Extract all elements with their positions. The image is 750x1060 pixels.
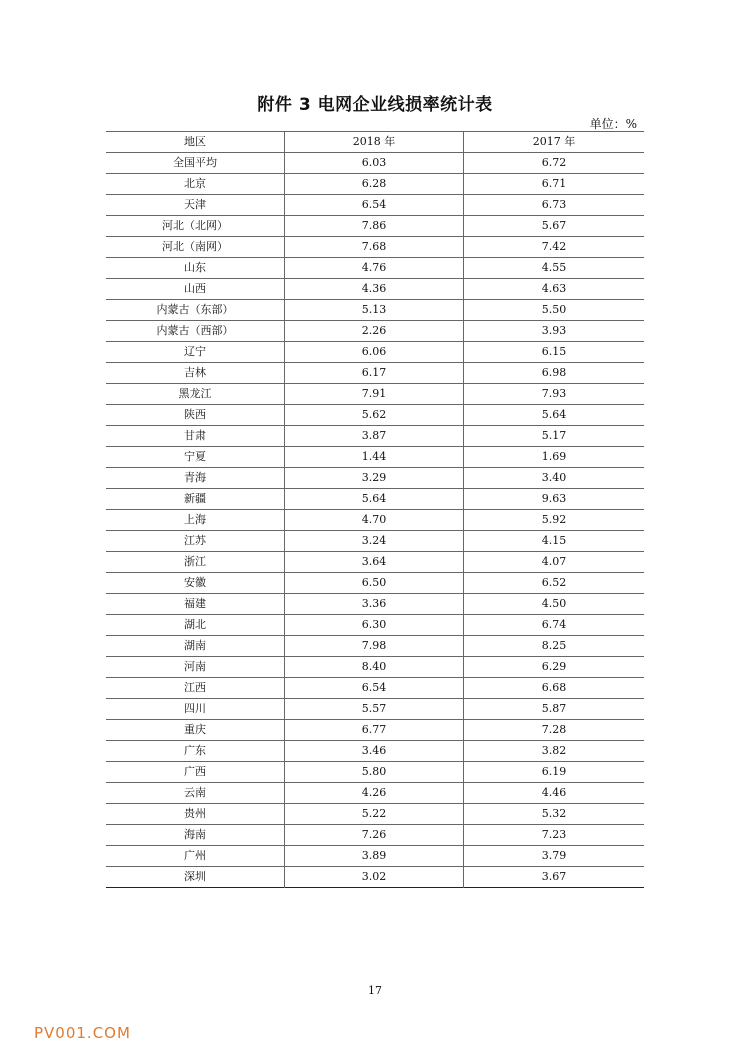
table-row bbox=[106, 195, 644, 216]
table-row bbox=[106, 447, 644, 468]
value-2018-cell: 5.13 bbox=[285, 300, 464, 321]
value-2017-cell: 3.40 bbox=[464, 468, 645, 489]
table-row bbox=[106, 510, 644, 531]
value-2017-cell: 5.67 bbox=[464, 216, 645, 237]
region-cell: 天津 bbox=[106, 195, 285, 216]
table-row bbox=[106, 153, 644, 174]
value-2017-cell: 7.23 bbox=[464, 825, 645, 846]
value-2018-cell: 7.91 bbox=[285, 384, 464, 405]
value-2018-cell: 4.26 bbox=[285, 783, 464, 804]
table-row bbox=[106, 678, 644, 699]
value-2017-cell: 6.74 bbox=[464, 615, 645, 636]
value-2018-cell: 7.86 bbox=[285, 216, 464, 237]
value-2017-cell: 3.82 bbox=[464, 741, 645, 762]
region-cell: 贵州 bbox=[106, 804, 285, 825]
value-2018-cell: 2.26 bbox=[285, 321, 464, 342]
value-2018-cell: 5.57 bbox=[285, 699, 464, 720]
value-2017-cell: 5.17 bbox=[464, 426, 645, 447]
region-cell: 江西 bbox=[106, 678, 285, 699]
region-cell: 云南 bbox=[106, 783, 285, 804]
table-row bbox=[106, 321, 644, 342]
table-row bbox=[106, 720, 644, 741]
table-row bbox=[106, 573, 644, 594]
table-row bbox=[106, 741, 644, 762]
table-row bbox=[106, 615, 644, 636]
value-2018-cell: 7.98 bbox=[285, 636, 464, 657]
value-2018-cell: 7.26 bbox=[285, 825, 464, 846]
table-row bbox=[106, 426, 644, 447]
column-header-region: 地区 bbox=[106, 132, 285, 153]
value-2017-cell: 5.92 bbox=[464, 510, 645, 531]
value-2017-cell: 6.19 bbox=[464, 762, 645, 783]
region-cell: 新疆 bbox=[106, 489, 285, 510]
value-2018-cell: 6.06 bbox=[285, 342, 464, 363]
region-cell: 全国平均 bbox=[106, 153, 285, 174]
table-row bbox=[106, 384, 644, 405]
table-row bbox=[106, 846, 644, 867]
value-2018-cell: 6.50 bbox=[285, 573, 464, 594]
region-cell: 陕西 bbox=[106, 405, 285, 426]
region-cell: 上海 bbox=[106, 510, 285, 531]
region-cell: 河南 bbox=[106, 657, 285, 678]
value-2017-cell: 5.32 bbox=[464, 804, 645, 825]
value-2017-cell: 7.42 bbox=[464, 237, 645, 258]
table-row bbox=[106, 279, 644, 300]
value-2017-cell: 3.79 bbox=[464, 846, 645, 867]
region-cell: 甘肃 bbox=[106, 426, 285, 447]
region-cell: 内蒙古（东部） bbox=[106, 300, 285, 321]
value-2018-cell: 7.68 bbox=[285, 237, 464, 258]
value-2018-cell: 6.54 bbox=[285, 678, 464, 699]
value-2017-cell: 4.07 bbox=[464, 552, 645, 573]
table-row bbox=[106, 552, 644, 573]
table-header-row bbox=[106, 132, 644, 153]
value-2017-cell: 6.29 bbox=[464, 657, 645, 678]
value-2018-cell: 6.30 bbox=[285, 615, 464, 636]
value-2018-cell: 6.77 bbox=[285, 720, 464, 741]
value-2017-cell: 4.55 bbox=[464, 258, 645, 279]
value-2018-cell: 6.17 bbox=[285, 363, 464, 384]
region-cell: 山东 bbox=[106, 258, 285, 279]
value-2018-cell: 5.80 bbox=[285, 762, 464, 783]
value-2018-cell: 6.54 bbox=[285, 195, 464, 216]
value-2018-cell: 3.36 bbox=[285, 594, 464, 615]
value-2017-cell: 9.63 bbox=[464, 489, 645, 510]
value-2018-cell: 5.62 bbox=[285, 405, 464, 426]
region-cell: 宁夏 bbox=[106, 447, 285, 468]
value-2018-cell: 1.44 bbox=[285, 447, 464, 468]
value-2018-cell: 3.89 bbox=[285, 846, 464, 867]
table-row bbox=[106, 174, 644, 195]
value-2017-cell: 6.72 bbox=[464, 153, 645, 174]
region-cell: 北京 bbox=[106, 174, 285, 195]
table-row bbox=[106, 867, 644, 888]
table-row bbox=[106, 657, 644, 678]
region-cell: 吉林 bbox=[106, 363, 285, 384]
line-loss-table bbox=[106, 131, 644, 888]
column-header-2017: 2017 年 bbox=[464, 132, 645, 153]
region-cell: 深圳 bbox=[106, 867, 285, 888]
value-2018-cell: 3.87 bbox=[285, 426, 464, 447]
region-cell: 湖北 bbox=[106, 615, 285, 636]
value-2017-cell: 3.67 bbox=[464, 867, 645, 888]
region-cell: 福建 bbox=[106, 594, 285, 615]
table-row bbox=[106, 258, 644, 279]
region-cell: 青海 bbox=[106, 468, 285, 489]
value-2018-cell: 5.64 bbox=[285, 489, 464, 510]
value-2018-cell: 6.03 bbox=[285, 153, 464, 174]
value-2017-cell: 3.93 bbox=[464, 321, 645, 342]
value-2018-cell: 3.24 bbox=[285, 531, 464, 552]
table-row bbox=[106, 216, 644, 237]
value-2018-cell: 8.40 bbox=[285, 657, 464, 678]
table-row bbox=[106, 363, 644, 384]
value-2018-cell: 3.46 bbox=[285, 741, 464, 762]
region-cell: 广西 bbox=[106, 762, 285, 783]
value-2018-cell: 4.76 bbox=[285, 258, 464, 279]
value-2018-cell: 4.36 bbox=[285, 279, 464, 300]
value-2018-cell: 6.28 bbox=[285, 174, 464, 195]
region-cell: 江苏 bbox=[106, 531, 285, 552]
region-cell: 河北（北网） bbox=[106, 216, 285, 237]
region-cell: 海南 bbox=[106, 825, 285, 846]
region-cell: 黑龙江 bbox=[106, 384, 285, 405]
value-2017-cell: 6.68 bbox=[464, 678, 645, 699]
table-row bbox=[106, 804, 644, 825]
value-2018-cell: 3.02 bbox=[285, 867, 464, 888]
table-row bbox=[106, 468, 644, 489]
value-2017-cell: 5.50 bbox=[464, 300, 645, 321]
table-row bbox=[106, 405, 644, 426]
value-2017-cell: 4.46 bbox=[464, 783, 645, 804]
value-2018-cell: 5.22 bbox=[285, 804, 464, 825]
value-2017-cell: 1.69 bbox=[464, 447, 645, 468]
value-2017-cell: 6.98 bbox=[464, 363, 645, 384]
table-row bbox=[106, 783, 644, 804]
column-header-2018: 2018 年 bbox=[285, 132, 464, 153]
value-2017-cell: 4.50 bbox=[464, 594, 645, 615]
value-2017-cell: 7.93 bbox=[464, 384, 645, 405]
table-row bbox=[106, 237, 644, 258]
region-cell: 广东 bbox=[106, 741, 285, 762]
value-2018-cell: 3.29 bbox=[285, 468, 464, 489]
page-number: 17 bbox=[368, 984, 382, 997]
value-2018-cell: 4.70 bbox=[285, 510, 464, 531]
value-2017-cell: 5.64 bbox=[464, 405, 645, 426]
region-cell: 湖南 bbox=[106, 636, 285, 657]
document-title: 附件 3 电网企业线损率统计表 bbox=[257, 95, 493, 115]
region-cell: 广州 bbox=[106, 846, 285, 867]
table-row bbox=[106, 489, 644, 510]
value-2017-cell: 6.52 bbox=[464, 573, 645, 594]
value-2017-cell: 6.15 bbox=[464, 342, 645, 363]
region-cell: 辽宁 bbox=[106, 342, 285, 363]
region-cell: 重庆 bbox=[106, 720, 285, 741]
region-cell: 河北（南网） bbox=[106, 237, 285, 258]
table-row bbox=[106, 531, 644, 552]
value-2017-cell: 4.15 bbox=[464, 531, 645, 552]
region-cell: 四川 bbox=[106, 699, 285, 720]
table-row bbox=[106, 300, 644, 321]
table-row bbox=[106, 342, 644, 363]
region-cell: 山西 bbox=[106, 279, 285, 300]
value-2018-cell: 3.64 bbox=[285, 552, 464, 573]
table-row bbox=[106, 699, 644, 720]
unit-note: 单位：% bbox=[589, 117, 637, 131]
table-body bbox=[106, 153, 644, 888]
table-row bbox=[106, 636, 644, 657]
value-2017-cell: 6.73 bbox=[464, 195, 645, 216]
table-row bbox=[106, 825, 644, 846]
table-row bbox=[106, 762, 644, 783]
value-2017-cell: 4.63 bbox=[464, 279, 645, 300]
value-2017-cell: 7.28 bbox=[464, 720, 645, 741]
value-2017-cell: 6.71 bbox=[464, 174, 645, 195]
value-2017-cell: 5.87 bbox=[464, 699, 645, 720]
region-cell: 内蒙古（西部） bbox=[106, 321, 285, 342]
site-watermark: PV001.COM bbox=[34, 1024, 131, 1042]
region-cell: 安徽 bbox=[106, 573, 285, 594]
table-row bbox=[106, 594, 644, 615]
region-cell: 浙江 bbox=[106, 552, 285, 573]
value-2017-cell: 8.25 bbox=[464, 636, 645, 657]
